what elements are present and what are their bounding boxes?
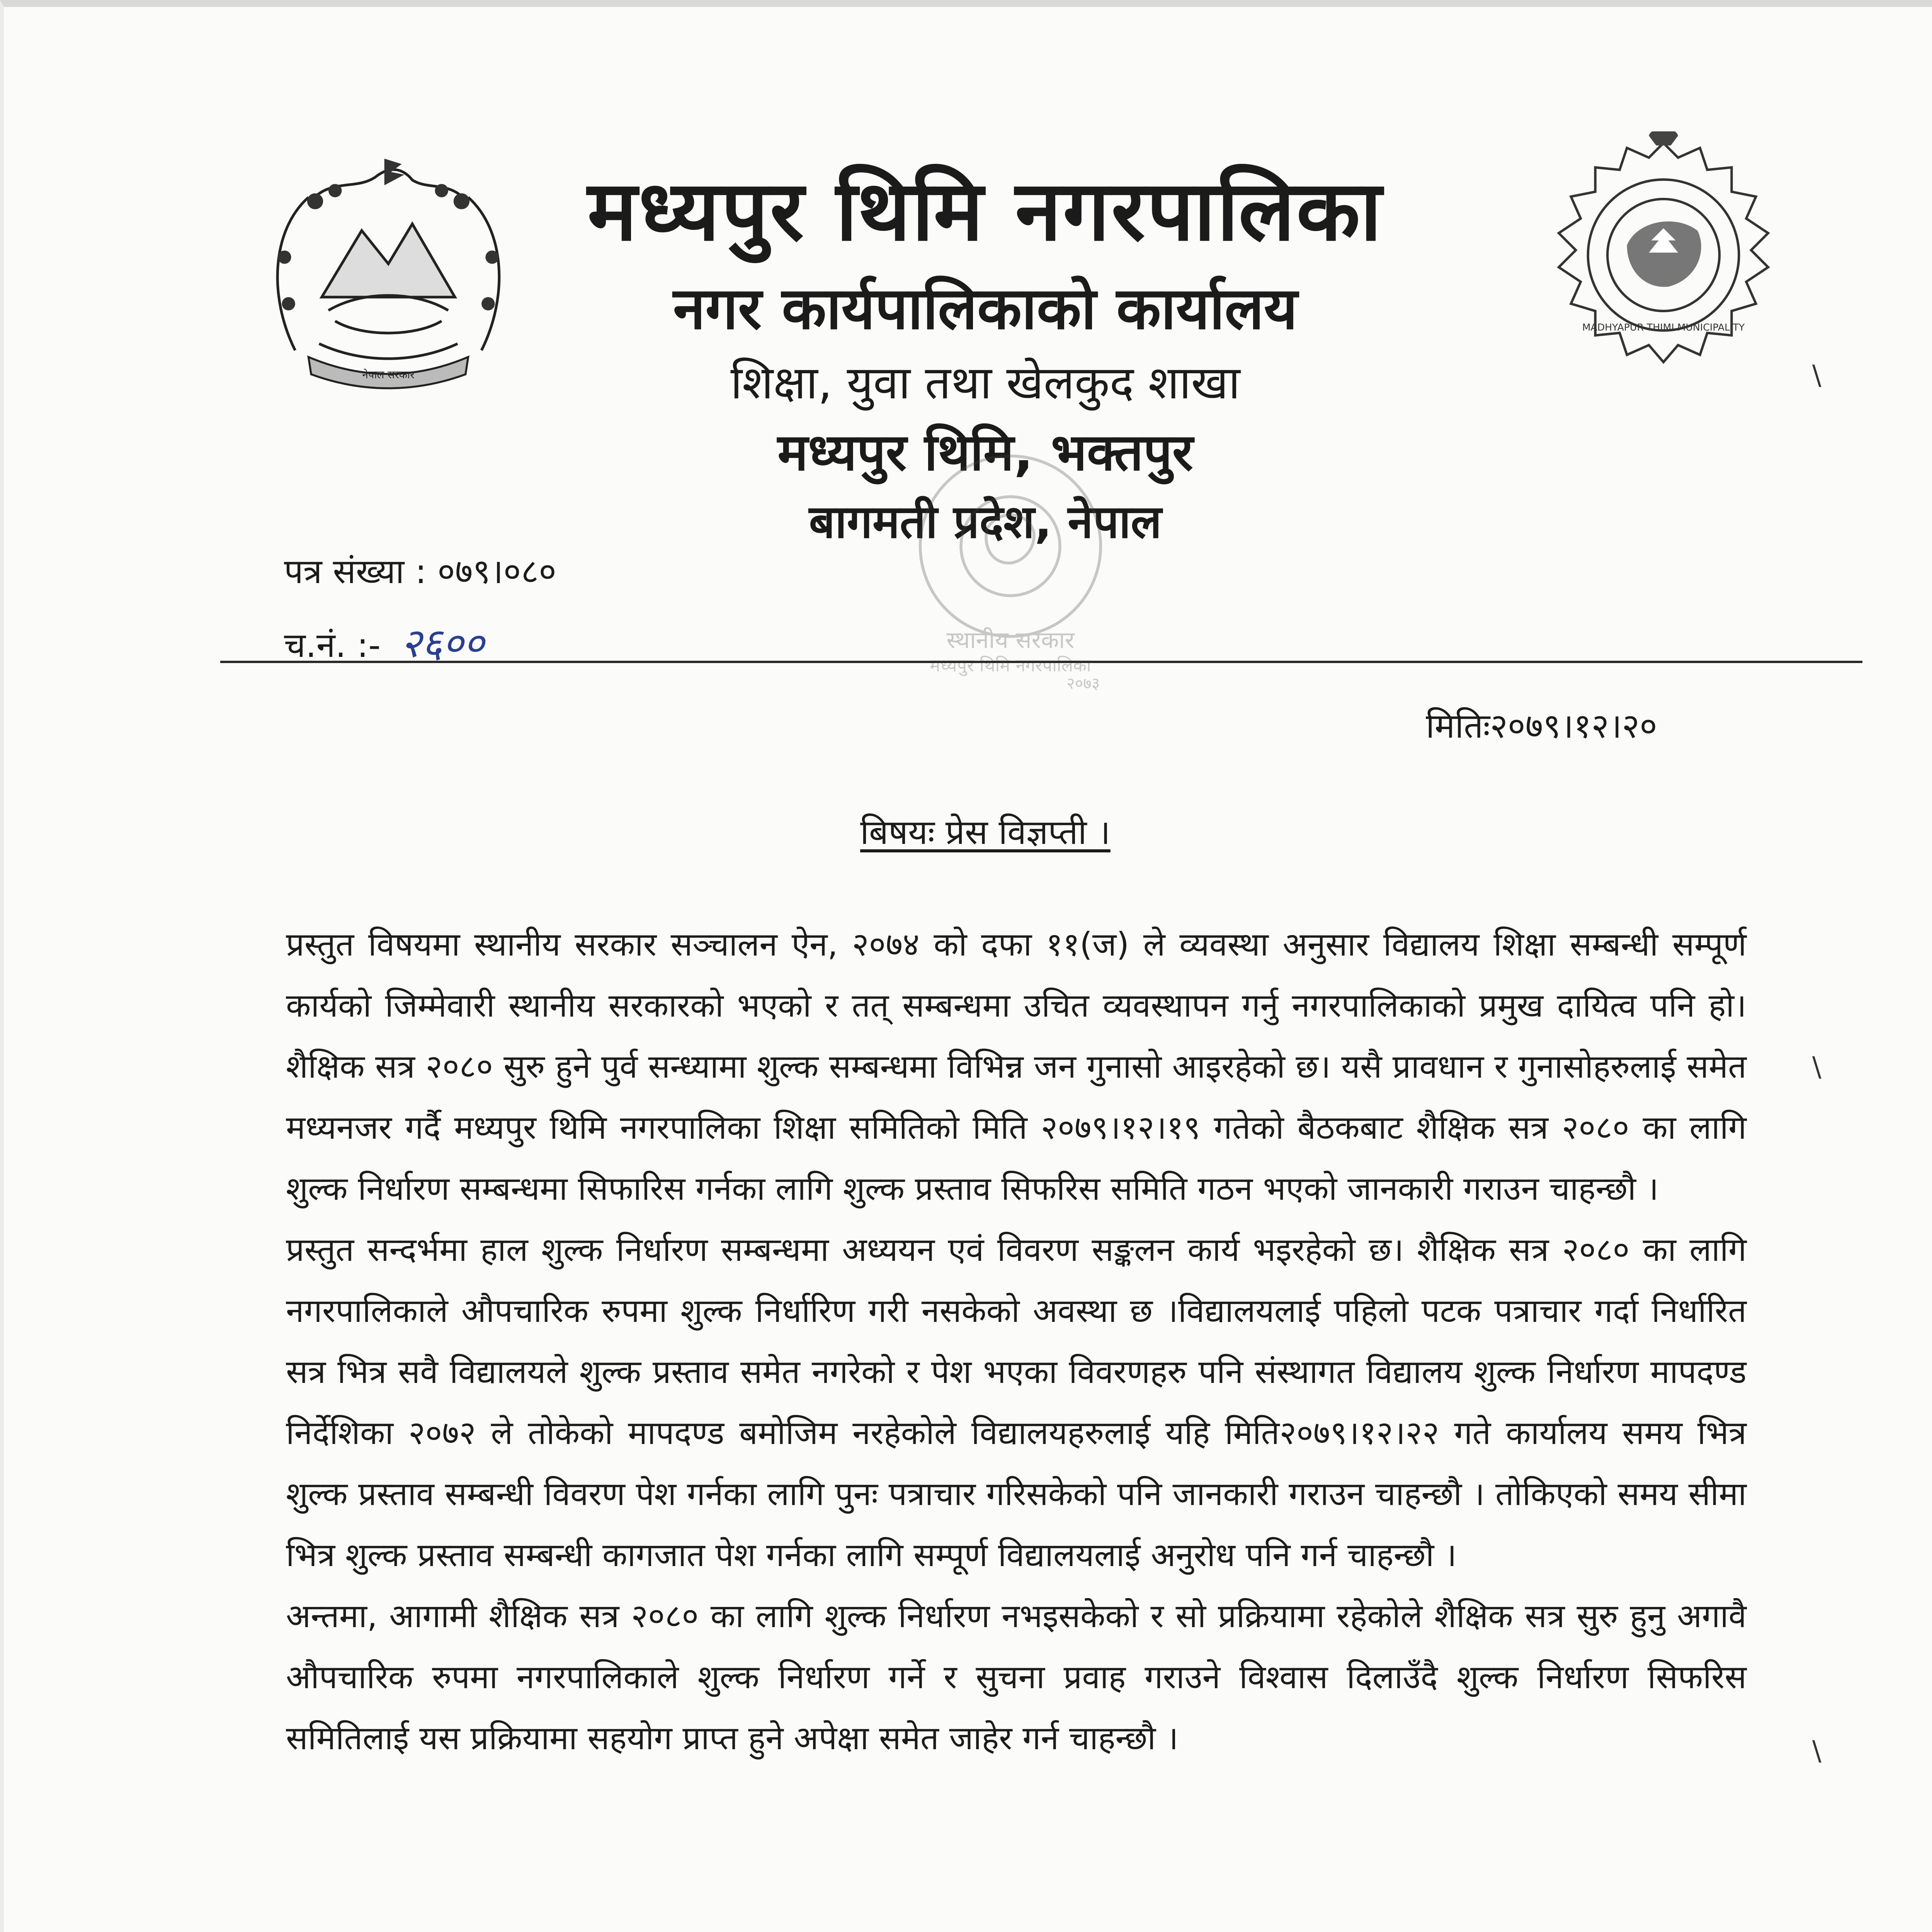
branch-name: शिक्षा, युवा तथा खेलकुद शाखा <box>730 356 1240 409</box>
body-paragraph-1: प्रस्तुत विषयमा स्थानीय सरकार सञ्चालन ऐन, २०७४ को दफा ११(ज) ले व्यवस्था अनुसार विद्यालय शिक्षा सम्बन्धी सम्पूर्ण कार्यको जिम्मेवारी स्थानीय सरकारको भएको र तत् सम्बन्धमा उचित व्यवस्थापन गर्नु नगरपालिकाको प्रमुख दायित्व पनि हो। शैक्षिक सत्र २०८० सुरु हुने पुर्व सन्ध्यामा शुल्क सम्बन्धमा विभिन्न जन गुनासो आइरहेको छ। यसै प्रावधान र गुनासोहरुलाई समेत मध्यनजर गर्दै मध्यपुर थिमि नगरपालिका शिक्षा समितिको मिति २०७९।१२।१९ गतेको बैठकबाट शैक्षिक सत्र २०८० का लागि शुल्क निर्धारण सम्बन्धमा सिफारिस गर्नका लागि शुल्क प्रस्ताव सिफरिस समिति गठन भएको जानकारी गराउन चाहन्छौ । <box>286 925 1747 1208</box>
letter-number <box>284 547 556 593</box>
dispatch-number-label: च.नं. :- <box>284 625 381 665</box>
emblem-ribbon-text: नेपाल सरकार <box>362 369 415 381</box>
body-paragraph-3: अन्तमा, आगामी शैक्षिक सत्र २०८० का लागि शुल्क निर्धारण नभइसकेको र सो प्रक्रियामा रहेकोले शैक्षिक सत्र सुरु हुनु अगावै औपचारिक रुपमा नगरपालिकाले शुल्क निर्धारण गर्ने र सुचना प्रवाह गराउने विश्वास दिलाउँदै शुल्क निर्धारण सिफरिस समितिलाई यस प्रक्रियामा सहयोग प्राप्त हुने अपेक्षा समेत जाहेर गर्न चाहन्छौ । <box>286 1597 1747 1757</box>
letter-subject <box>0 808 1932 854</box>
body-paragraph-2: प्रस्तुत सन्दर्भमा हाल शुल्क निर्धारण सम्बन्धमा अध्ययन एवं विवरण सङ्कलन कार्य भइरहेको छ। शैक्षिक सत्र २०८० का लागि नगरपालिकाले औपचारिक रुपमा शुल्क निर्धारिण गरी नसकेको अवस्था छ ।विद्यालयलाई पहिलो पटक पत्राचार गर्दा निर्धारित सत्र भित्र सवै विद्यालयले शुल्क प्रस्ताव समेत नगरेको र पेश भएका विवरणहरु पनि संस्थागत विद्यालय शुल्क निर्धारण मापदण्ड निर्देशिका २०७२ ले तोकेको मापदण्ड बमोजिम नरहेकोले विद्यालयहरुलाई यहि मिति२०७९।१२।२२ गते कार्यालय समय भित्र शुल्क प्रस्ताव सम्बन्धी विवरण पेश गर्नका लागि पुनः पत्राचार गरिसकेको पनि जानकारी गराउन चाहन्छौ । तोकिएको समय सीमा भित्र शुल्क प्रस्ताव सम्बन्धी कागजात पेश गर्नका लागि सम्पूर्ण विद्यालयलाई अनुरोध पनि गर्न चाहन्छौ । <box>286 1231 1747 1574</box>
stamp-text-line-3: २०७३ <box>1066 674 1100 692</box>
office-rubber-stamp <box>862 444 1159 692</box>
date-label: मितिः <box>1426 706 1490 746</box>
municipality-name: मध्यपुर थिमि नगरपालिका <box>587 162 1383 259</box>
letter-date <box>1426 701 1657 748</box>
letter-number-label: पत्र संख्या : <box>284 551 427 591</box>
margin-mark: \ <box>1812 359 1821 391</box>
margin-mark: \ <box>1812 1051 1821 1083</box>
dispatch-number-handwritten: २६०० <box>401 619 485 667</box>
margin-mark: \ <box>1812 1735 1821 1767</box>
seal-ring-text: MADHYAPUR THIMI MUNICIPALITY <box>1582 321 1745 333</box>
stamp-text-line-1: स्थानीय सरकार <box>946 627 1075 654</box>
subject-text: बिषयः प्रेस विज्ञप्ती । <box>860 812 1111 852</box>
header-divider <box>220 661 1862 663</box>
stamp-text-line-2: मध्यपुर थिमि नगरपालिका <box>930 655 1091 676</box>
letter-body <box>286 914 1747 1769</box>
office-name: नगर कार्यपालिकाको कार्यालय <box>673 275 1298 342</box>
province-address: बागमती प्रदेश, नेपाल <box>809 495 1162 548</box>
date-value: २०७९।१२।२० <box>1490 706 1657 746</box>
letter-number-value: ०७९।०८० <box>437 551 556 591</box>
city-address: मध्यपुर थिमि, भक्तपुर <box>777 423 1193 482</box>
